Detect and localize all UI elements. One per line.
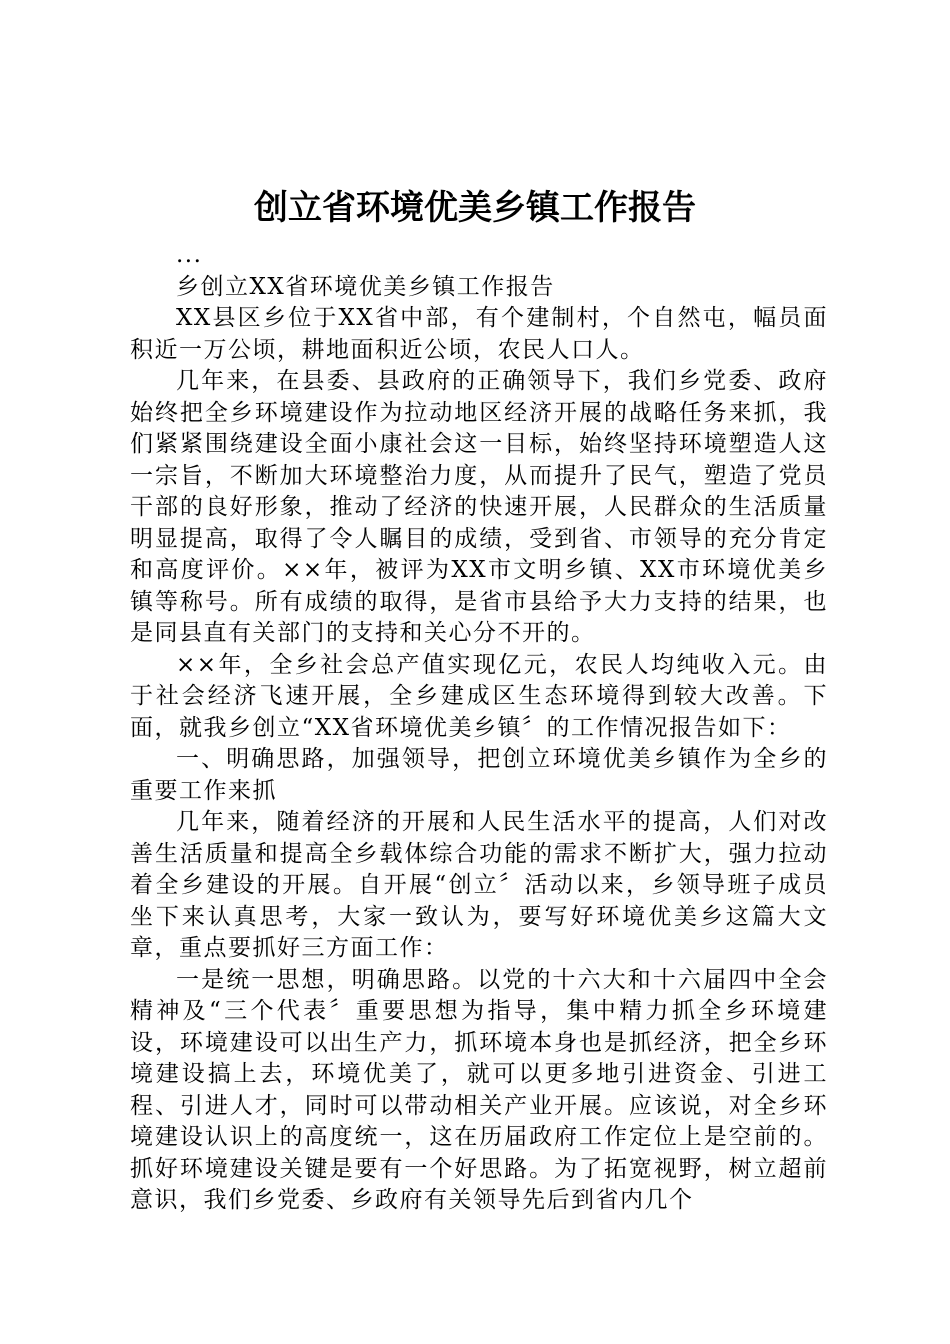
paragraph-subtitle: 乡创立XX省环境优美乡镇工作报告 xyxy=(176,273,555,300)
paragraph: 几年来，在县委、县政府的正确领导下，我们乡党委、政府始终把全乡环境建设作为拉动地区经济开展的战略任务来抓，我们紧紧围绕建设全面小康社会这一目标，始终坚持环境塑造人这一宗旨，不断加大环境整治力度，从而提升了民气，塑造了党员干部的良好形象，推动了经济的快速开展，人民群众的生活质量明显提高，取得了令人瞩目的成绩，受到省、市领导的充分肯定和高度评价。××年，被评为XX市文明乡镇、XX市环境优美乡镇等称号。所有成绩的取得，是省市县给予大力支持的结果，也是同县直有关部门的支持和关心分不开的。 xyxy=(130,368,828,646)
paragraph-ellipsis: ... xyxy=(176,242,203,268)
paragraph: XX县区乡位于XX省中部，有个建制村，个自然屯，幅员面积近一万公顷，耕地面积近公顷，农民人口人。 xyxy=(130,305,828,363)
document-body xyxy=(130,240,828,1217)
document-title: 创立省环境优美乡镇工作报告 xyxy=(254,188,696,228)
paragraph: 一是统一思想，明确思路。以党的十六大和十六届四中全会精神及“三个代表〞重要思想为指导，集中精力抓全乡环境建设，环境建设可以出生产力，抓环境本身也是抓经济，把全乡环境建设搞上去，环境优美了，就可以更多地引进资金、引进工程、引进人才，同时可以带动相关产业开展。应该说，对全乡环境建设认识上的高度统一，这在历届政府工作定位上是空前的。抓好环境建设关键是要有一个好思路。为了拓宽视野，树立超前意识，我们乡党委、乡政府有关领导先后到省内几个 xyxy=(130,966,828,1213)
paragraph: 几年来，随着经济的开展和人民生活水平的提高，人们对改善生活质量和提高全乡载体综合功能的需求不断扩大，强力拉动着全乡建设的开展。自开展“创立〞活动以来，乡领导班子成员坐下来认真思考，大家一致认为，要写好环境优美乡这篇大文章，重点要抓好三方面工作： xyxy=(130,809,828,961)
paragraph: ××年，全乡社会总产值实现亿元，农民人均纯收入元。由于社会经济飞速开展，全乡建成区生态环境得到较大改善。下面，就我乡创立“XX省环境优美乡镇〞的工作情况报告如下： xyxy=(130,651,828,741)
section-heading: 一、明确思路，加强领导，把创立环境优美乡镇作为全乡的重要工作来抓 xyxy=(130,746,828,804)
